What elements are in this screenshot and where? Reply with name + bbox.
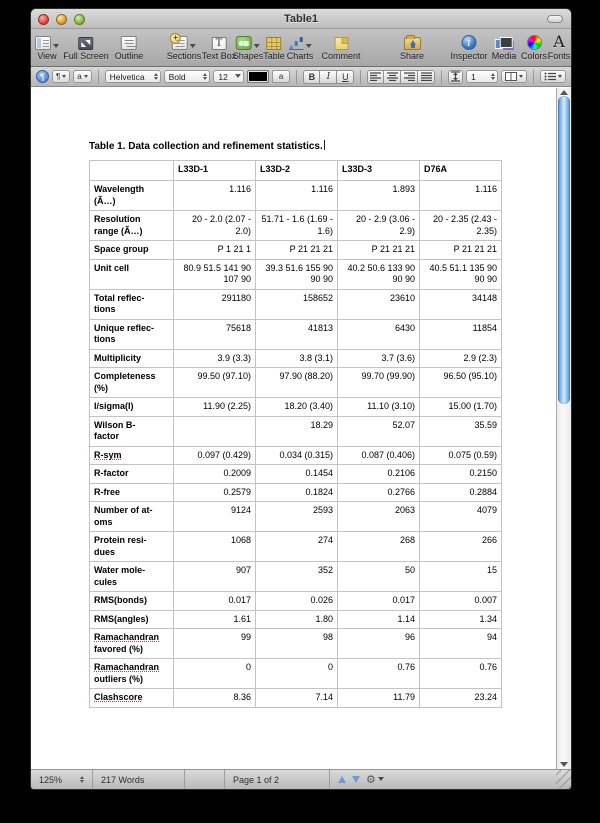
text-box-icon: T — [211, 37, 226, 50]
table-cell[interactable]: 7.14 — [256, 689, 338, 708]
page-indicator: Page 1 of 2 — [225, 770, 330, 789]
bold-button[interactable]: B — [303, 70, 320, 84]
sections-icon — [172, 36, 188, 50]
table-row — [90, 416, 502, 446]
close-button[interactable] — [38, 14, 49, 25]
table-cell[interactable]: 34148 — [420, 289, 502, 319]
zoom-window-button[interactable] — [74, 14, 85, 25]
table-cell[interactable]: 274 — [256, 532, 338, 562]
table-cell[interactable]: 11.10 (3.10) — [338, 398, 420, 417]
full-screen-button[interactable]: Full Screen — [63, 31, 109, 61]
alignment-buttons — [367, 70, 435, 84]
table-cell[interactable]: 11.90 (2.25) — [174, 398, 256, 417]
column-header[interactable]: L33D-2 — [256, 161, 338, 181]
table-cell[interactable]: 268 — [338, 532, 420, 562]
table-cell[interactable]: P 21 21 21 — [338, 241, 420, 260]
table-cell[interactable]: 0.017 — [338, 592, 420, 611]
align-justify-icon — [421, 72, 432, 81]
table-cell[interactable]: P 1 21 1 — [174, 241, 256, 260]
row-label[interactable]: Unique reflec- tions — [90, 319, 174, 349]
table-cell[interactable]: 0 — [256, 659, 338, 689]
divider — [296, 70, 297, 84]
table-cell[interactable]: 50 — [338, 562, 420, 592]
toolbar-toggle-button[interactable] — [547, 15, 563, 23]
table-cell[interactable]: 158652 — [256, 289, 338, 319]
table-row — [90, 259, 502, 289]
table-icon — [266, 37, 281, 50]
row-label[interactable]: Completeness (%) — [90, 368, 174, 398]
table-cell[interactable]: 0.2766 — [338, 483, 420, 502]
comment-button[interactable]: Comment — [321, 31, 360, 61]
column-header[interactable]: L33D-1 — [174, 161, 256, 181]
chevron-down-icon — [62, 75, 66, 78]
chevron-down-icon — [558, 75, 562, 78]
align-left-icon — [370, 72, 381, 81]
text-cursor — [324, 140, 325, 150]
table-cell[interactable]: 2593 — [256, 502, 338, 532]
table-cell[interactable]: 23.24 — [420, 689, 502, 708]
table-cell[interactable]: 20 - 2.0 (2.07 - 2.0) — [174, 211, 256, 241]
table-cell[interactable]: 0.76 — [338, 659, 420, 689]
table-cell[interactable]: 75618 — [174, 319, 256, 349]
stats-table — [89, 160, 502, 708]
table-cell[interactable]: 80.9 51.5 141 90 107 90 — [174, 259, 256, 289]
paragraph-styles-dropdown[interactable]: ¶ — [52, 70, 70, 83]
misspelled-word: Ramachandran — [94, 632, 160, 642]
stepper-icon — [203, 73, 207, 80]
divider — [360, 70, 361, 84]
table-button[interactable]: Table — [263, 31, 285, 61]
table-cell[interactable]: 1.14 — [338, 610, 420, 629]
table-row — [90, 532, 502, 562]
table-cell[interactable]: 96 — [338, 629, 420, 659]
italic-button[interactable]: I — [320, 70, 337, 84]
table-row — [90, 368, 502, 398]
table-row — [90, 465, 502, 484]
table-cell[interactable]: 1.61 — [174, 610, 256, 629]
outline-button[interactable]: Outline — [115, 31, 144, 61]
divider — [533, 70, 534, 84]
row-label[interactable]: Protein resi- dues — [90, 532, 174, 562]
table-cell[interactable]: P 21 21 21 — [420, 241, 502, 260]
table-cell[interactable]: 94 — [420, 629, 502, 659]
row-label[interactable] — [90, 446, 174, 465]
header-row — [90, 161, 502, 181]
comment-icon — [334, 37, 348, 50]
table-cell[interactable]: 40.5 51.1 135 90 90 90 — [420, 259, 502, 289]
table-cell[interactable]: 20 - 2.35 (2.43 - 2.35) — [420, 211, 502, 241]
chevron-down-icon — [190, 44, 196, 48]
table-cell[interactable]: 15 — [420, 562, 502, 592]
table-cell[interactable]: 1.116 — [420, 181, 502, 211]
main-toolbar — [31, 29, 571, 67]
table-row — [90, 241, 502, 260]
table-cell[interactable]: 9124 — [174, 502, 256, 532]
underline-button[interactable]: U — [337, 70, 354, 84]
table-cell[interactable]: 291180 — [174, 289, 256, 319]
view-icon — [35, 36, 51, 50]
row-label[interactable]: Water mole- cules — [90, 562, 174, 592]
table-cell[interactable]: 0 — [174, 659, 256, 689]
content-area — [31, 88, 571, 769]
table-cell[interactable]: 99.50 (97.10) — [174, 368, 256, 398]
highlight-color-button[interactable]: a — [272, 70, 291, 83]
shapes-icon — [236, 36, 252, 50]
table-cell[interactable]: 52.07 — [338, 416, 420, 446]
align-center-button[interactable] — [384, 70, 401, 84]
table-row — [90, 349, 502, 368]
zoom-level: 125% — [39, 774, 63, 785]
table-cell[interactable]: 39.3 51.6 155 90 90 90 — [256, 259, 338, 289]
row-label[interactable]: Wilson B- factor — [90, 416, 174, 446]
window-title: Table1 — [283, 12, 319, 25]
table-cell[interactable]: 51.71 - 1.6 (1.69 - 1.6) — [256, 211, 338, 241]
row-label[interactable]: RMS(angles) — [90, 610, 174, 629]
table-cell[interactable] — [174, 416, 256, 446]
row-label[interactable]: R-factor — [90, 465, 174, 484]
font-family-select[interactable]: Helvetica — [105, 70, 161, 83]
row-label[interactable]: R-free — [90, 483, 174, 502]
colors-icon — [526, 35, 541, 50]
table-cell[interactable]: 96.50 (95.10) — [420, 368, 502, 398]
zoom-control[interactable] — [31, 770, 93, 789]
line-spacing-value[interactable]: 1 — [466, 70, 498, 83]
columns-button[interactable] — [501, 70, 527, 83]
fonts-icon: A — [553, 32, 565, 51]
fonts-button[interactable]: A Fonts — [547, 32, 571, 61]
table-cell[interactable]: 2.9 (2.3) — [420, 349, 502, 368]
list-icon — [544, 72, 556, 81]
table-cell[interactable]: 3.8 (3.1) — [256, 349, 338, 368]
line-spacing-icon — [451, 71, 460, 82]
row-label[interactable]: I/sigma(I) — [90, 398, 174, 417]
table-cell[interactable]: 99 — [174, 629, 256, 659]
format-bar — [31, 67, 571, 87]
divider — [98, 70, 99, 84]
table-row — [90, 289, 502, 319]
table-cell[interactable]: 15.00 (1.70) — [420, 398, 502, 417]
charts-button[interactable]: Charts — [287, 31, 314, 61]
table-cell[interactable]: 1.80 — [256, 610, 338, 629]
table-cell[interactable]: 0.2106 — [338, 465, 420, 484]
window-resize-grip[interactable] — [556, 770, 571, 789]
table-cell[interactable]: 3.9 (3.3) — [174, 349, 256, 368]
table-cell[interactable]: 20 - 2.9 (3.06 - 2.9) — [338, 211, 420, 241]
table-cell[interactable]: 0.097 (0.429) — [174, 446, 256, 465]
table-cell[interactable]: 97.90 (88.20) — [256, 368, 338, 398]
table-cell[interactable]: 18.29 — [256, 416, 338, 446]
status-gear-button[interactable] — [366, 773, 384, 786]
table-cell[interactable]: 23610 — [338, 289, 420, 319]
table-cell[interactable]: 1.116 — [174, 181, 256, 211]
app-window — [30, 8, 572, 790]
table-cell[interactable]: 0.2579 — [174, 483, 256, 502]
table-cell[interactable]: 0.2884 — [420, 483, 502, 502]
table-cell[interactable]: 352 — [256, 562, 338, 592]
font-style-select[interactable]: Bold — [164, 70, 211, 83]
divider — [441, 70, 442, 84]
table-cell[interactable]: 266 — [420, 532, 502, 562]
paragraph-style-button[interactable]: ¶ — [36, 70, 49, 83]
row-label[interactable]: Number of at- oms — [90, 502, 174, 532]
table-row — [90, 446, 502, 465]
misspelled-word: Ramachandran — [94, 662, 160, 672]
table-cell[interactable]: 1.116 — [256, 181, 338, 211]
table-cell[interactable]: 0.075 (0.59) — [420, 446, 502, 465]
table-cell[interactable]: 0.76 — [420, 659, 502, 689]
align-left-button[interactable] — [367, 70, 384, 84]
stepper-icon — [491, 73, 495, 80]
font-size-select[interactable]: 12 — [213, 70, 243, 83]
table-cell[interactable]: 2063 — [338, 502, 420, 532]
inspector-button[interactable]: i Inspector — [450, 36, 488, 61]
columns-icon — [505, 72, 517, 81]
stepper-icon — [154, 73, 158, 80]
previous-page-button[interactable] — [338, 776, 346, 783]
column-header[interactable]: L33D-3 — [338, 161, 420, 181]
row-label[interactable]: Resolution range (Ã…) — [90, 211, 174, 241]
table-cell[interactable]: 0.007 — [420, 592, 502, 611]
table-cell[interactable]: 0.2009 — [174, 465, 256, 484]
table-cell[interactable]: 11854 — [420, 319, 502, 349]
table-cell[interactable]: P 21 21 21 — [256, 241, 338, 260]
table-cell[interactable]: 907 — [174, 562, 256, 592]
vertical-scrollbar[interactable] — [556, 88, 571, 769]
word-count: 217 Words — [93, 770, 185, 789]
table-row — [90, 319, 502, 349]
row-label[interactable]: Total reflec- tions — [90, 289, 174, 319]
table-row — [90, 181, 502, 211]
table-cell[interactable]: 0.026 — [256, 592, 338, 611]
page-navigation — [330, 770, 392, 789]
row-label[interactable]: Ramachandran favored (%) — [90, 629, 174, 659]
scrollbar-thumb[interactable] — [558, 96, 570, 404]
table-row — [90, 629, 502, 659]
table-cell[interactable]: 6430 — [338, 319, 420, 349]
media-button[interactable]: Media — [492, 31, 517, 61]
outline-icon — [121, 36, 137, 50]
align-center-icon — [387, 72, 398, 81]
table-row — [90, 592, 502, 611]
charts-icon — [288, 37, 303, 50]
table-row — [90, 610, 502, 629]
table-row — [90, 689, 502, 708]
shapes-button[interactable]: Shapes — [233, 31, 264, 61]
title-bar[interactable] — [31, 9, 571, 29]
chevron-down-icon — [235, 74, 241, 78]
table-cell[interactable]: 98 — [256, 629, 338, 659]
scroll-up-icon[interactable] — [560, 90, 568, 95]
row-label[interactable] — [90, 689, 174, 708]
row-label[interactable]: Space group — [90, 241, 174, 260]
inspector-icon: i — [462, 35, 477, 50]
table-row — [90, 562, 502, 592]
chevron-down-icon — [254, 44, 260, 48]
text-box-button[interactable]: T Text Box — [201, 38, 237, 61]
stepper-icon — [80, 776, 84, 783]
next-page-button[interactable] — [352, 776, 360, 783]
table-cell[interactable]: 0.034 (0.315) — [256, 446, 338, 465]
share-button[interactable]: Share — [400, 31, 424, 61]
table-cell[interactable]: 0.1454 — [256, 465, 338, 484]
chevron-down-icon — [305, 44, 311, 48]
corner-cell[interactable] — [90, 161, 174, 181]
row-label[interactable]: Multiplicity — [90, 349, 174, 368]
table-cell[interactable]: 99.70 (99.90) — [338, 368, 420, 398]
table-cell[interactable]: 4079 — [420, 502, 502, 532]
status-spacer — [185, 770, 225, 789]
text-color-swatch[interactable] — [247, 70, 269, 83]
row-label[interactable]: Ramachandran outliers (%) — [90, 659, 174, 689]
table-cell[interactable]: 1.34 — [420, 610, 502, 629]
column-header[interactable]: D76A — [420, 161, 502, 181]
table-cell[interactable]: 40.2 50.6 133 90 90 90 — [338, 259, 420, 289]
chevron-down-icon — [53, 44, 59, 48]
status-bar — [31, 769, 571, 789]
align-right-button[interactable] — [401, 70, 418, 84]
table-cell[interactable]: 3.7 (3.6) — [338, 349, 420, 368]
gear-icon: ⚙ — [366, 773, 376, 786]
colors-button[interactable]: Colors — [521, 31, 547, 61]
chevron-down-icon — [84, 75, 88, 78]
row-label[interactable]: Wavelength (Ã…) — [90, 181, 174, 211]
list-button[interactable] — [540, 70, 566, 83]
table-cell[interactable]: 0.1824 — [256, 483, 338, 502]
character-styles-dropdown[interactable]: a — [73, 70, 91, 83]
table-cell[interactable]: 35.59 — [420, 416, 502, 446]
line-spacing-button[interactable] — [448, 70, 463, 84]
table-row — [90, 483, 502, 502]
full-screen-icon — [79, 37, 94, 50]
misspelled-word: R-sym — [94, 449, 122, 460]
row-label[interactable]: Unit cell — [90, 259, 174, 289]
table-cell[interactable]: 0.2150 — [420, 465, 502, 484]
document-page[interactable] — [31, 88, 556, 769]
table-row — [90, 211, 502, 241]
align-justify-button[interactable] — [418, 70, 435, 84]
chevron-down-icon — [519, 75, 523, 78]
table-cell[interactable]: 11.79 — [338, 689, 420, 708]
chevron-down-icon — [378, 777, 384, 781]
sections-button[interactable]: + Sections — [167, 31, 202, 61]
table-row — [90, 659, 502, 689]
table-row — [90, 502, 502, 532]
table-cell[interactable]: 0.087 (0.406) — [338, 446, 420, 465]
share-icon — [404, 37, 421, 50]
table-cell[interactable]: 18.20 (3.40) — [256, 398, 338, 417]
table-cell[interactable]: 8.36 — [174, 689, 256, 708]
minimize-button[interactable] — [56, 14, 67, 25]
table-cell[interactable]: 41813 — [256, 319, 338, 349]
misspelled-word: Clashscore — [94, 692, 143, 702]
media-icon — [495, 37, 513, 50]
table-cell[interactable]: 1068 — [174, 532, 256, 562]
view-button[interactable]: View — [35, 31, 59, 61]
table-cell[interactable]: 0.017 — [174, 592, 256, 611]
scroll-down-icon[interactable] — [560, 762, 568, 767]
table-row — [90, 398, 502, 417]
font-style-buttons — [303, 70, 354, 84]
row-label[interactable]: RMS(bonds) — [90, 592, 174, 611]
document-table-caption[interactable]: Table 1. Data collection and refinement statistics. — [89, 141, 323, 152]
align-right-icon — [404, 72, 415, 81]
table-cell[interactable]: 1.893 — [338, 181, 420, 211]
